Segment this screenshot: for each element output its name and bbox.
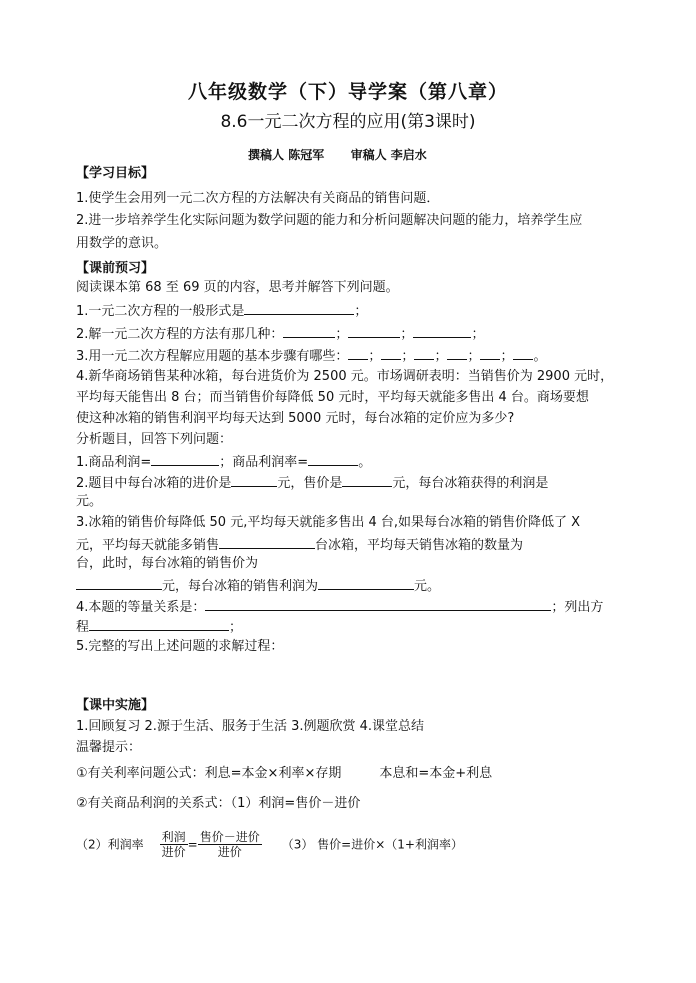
fraction-denominator: 进价 [217, 845, 242, 859]
question-3 [76, 347, 547, 365]
analysis-4-text: ；列出方 [551, 600, 604, 615]
tip-2: ②有关商品利润的关系式：（1）利润=售价－进价 [76, 796, 361, 811]
analysis-2 [76, 474, 548, 492]
answer-blank[interactable] [348, 347, 368, 360]
tips-label: 温馨提示： [76, 740, 142, 755]
profit-rate-formula [76, 830, 463, 859]
punct: ； [500, 349, 514, 364]
fraction-numerator: 利润 [161, 830, 186, 844]
analysis-3-line3: 台，此时，每台冰箱的销售价为 [76, 556, 259, 571]
fraction-numerator: 售价－进价 [199, 830, 260, 844]
answer-blank[interactable] [219, 536, 315, 549]
answer-blank[interactable] [318, 577, 414, 590]
analysis-1-text: 1.商品利润= [76, 455, 152, 470]
punct: ； [354, 304, 368, 319]
analysis-2-text: 元，售价是 [277, 476, 343, 491]
question-1-text: 1.一元二次方程的一般形式是 [76, 304, 245, 319]
lesson-subtitle: 8.6一元二次方程的应用(第3课时) [220, 112, 476, 132]
analysis-4-line2 [76, 618, 242, 636]
answer-blank[interactable] [513, 347, 533, 360]
question-2 [76, 325, 484, 343]
analysis-3-text: 元。 [414, 579, 441, 594]
analysis-4-text: 程 [76, 620, 90, 635]
answer-blank[interactable] [205, 598, 551, 611]
objective-2-line1: 2.进一步培养学生化实际问题为数学问题的能力和分析问题解决问题的能力，培养学生应 [76, 213, 583, 228]
profit-over-cost-fraction [160, 830, 188, 859]
answer-blank[interactable] [76, 577, 162, 590]
question-3-text: 3.用一元二次方程解应用题的基本步骤有哪些： [76, 349, 349, 364]
analysis-2-text: 2.题目中每台冰箱的进价是 [76, 476, 232, 491]
in-class-heading: 【课中实施】 [76, 698, 155, 713]
equals-sign: = [187, 837, 198, 852]
author-name: 陈冠军 [288, 148, 325, 162]
formula-prefix: （2）利润率 [76, 837, 144, 852]
answer-blank[interactable] [413, 325, 471, 338]
preview-intro: 阅读课本第 68 至 69 页的内容，思考并解答下列问题。 [76, 280, 399, 295]
analysis-3-text: 元，平均每天就能多销售 [76, 538, 220, 553]
fraction-denominator: 进价 [161, 845, 186, 859]
punct: 。 [358, 455, 372, 470]
author-label: 撰稿人 [248, 148, 285, 162]
analysis-2-text: 元，每台冰箱获得的利润是 [392, 476, 549, 491]
interest-formula: ①有关利率问题公式：利息=本金×利率×存期 [76, 766, 342, 781]
punct: ； [400, 327, 414, 342]
punct: ； [401, 349, 415, 364]
objectives-heading: 【学习目标】 [76, 166, 155, 181]
question-1 [76, 302, 367, 320]
answer-blank[interactable] [231, 474, 277, 487]
analysis-3-text: 台冰箱，平均每天销售冰箱的数量为 [315, 538, 524, 553]
reviewer-name: 李启水 [390, 148, 427, 162]
tip-1 [76, 766, 492, 782]
analysis-3-line2 [76, 536, 523, 554]
answer-blank[interactable] [283, 325, 335, 338]
analysis-3-line1: 3.冰箱的销售价每降低 50 元,平均每天就能多售出 4 台,如果每台冰箱的销售价降低了 X [76, 515, 581, 530]
answer-blank[interactable] [89, 618, 229, 631]
principal-interest-formula: 本息和=本金+利息 [379, 766, 493, 781]
author-line [248, 146, 427, 163]
answer-blank[interactable] [414, 347, 434, 360]
question-2-text: 2.解一元二次方程的方法有那几种： [76, 327, 284, 342]
answer-blank[interactable] [381, 347, 401, 360]
punct: ； [434, 349, 448, 364]
punct: 。 [533, 349, 547, 364]
analysis-5: 5.完整的写出上述问题的求解过程： [76, 639, 284, 654]
question-4-line2: 平均每天能售出 8 台；而当销售价每降低 50 元时，平均每天就能多售出 4 台。商场要想 [76, 390, 589, 405]
reviewer-label: 审稿人 [350, 148, 387, 162]
punct: ； [467, 349, 481, 364]
preview-heading: 【课前预习】 [76, 261, 155, 276]
analysis-3-text: 元，每台冰箱的销售利润为 [162, 579, 319, 594]
punct: ； [368, 349, 382, 364]
analysis-1-text: ；商品利润率= [219, 455, 309, 470]
analysis-intro: 分析题目，回答下列问题： [76, 432, 233, 447]
answer-blank[interactable] [151, 453, 219, 466]
analysis-1 [76, 453, 371, 471]
punct: ； [229, 620, 243, 635]
worksheet-title: 八年级数学（下）导学案（第八章） [187, 81, 508, 103]
answer-blank[interactable] [308, 453, 358, 466]
punct: ； [335, 327, 349, 342]
punct: ； [471, 327, 485, 342]
selling-price-formula: （3） 售价=进价×（1+利润率） [281, 837, 463, 852]
answer-blank[interactable] [447, 347, 467, 360]
in-class-steps: 1.回顾复习 2.源于生活、服务于生活 3.例题欣赏 4.课堂总结 [76, 719, 425, 734]
objective-1: 1.使学生会用列一元二次方程的方法解决有关商品的销售问题． [76, 191, 440, 206]
analysis-3-line4 [76, 577, 440, 595]
answer-blank[interactable] [480, 347, 500, 360]
objective-2-line2: 用数学的意识。 [76, 236, 168, 251]
answer-blank[interactable] [342, 474, 392, 487]
analysis-4 [76, 598, 603, 616]
answer-blank[interactable] [348, 325, 400, 338]
question-4-line3: 使这种冰箱的销售利润平均每天达到 5000 元时，每台冰箱的定价应为多少? [76, 411, 515, 426]
analysis-4-text: 4.本题的等量关系是： [76, 600, 206, 615]
question-4-line1: 4.新华商场销售某种冰箱，每台进货价为 2500 元。市场调研表明：当销售价为 2900 元时， [76, 369, 614, 384]
answer-blank[interactable] [244, 302, 354, 315]
price-minus-cost-fraction [198, 830, 262, 859]
analysis-2-line2: 元。 [76, 494, 103, 509]
